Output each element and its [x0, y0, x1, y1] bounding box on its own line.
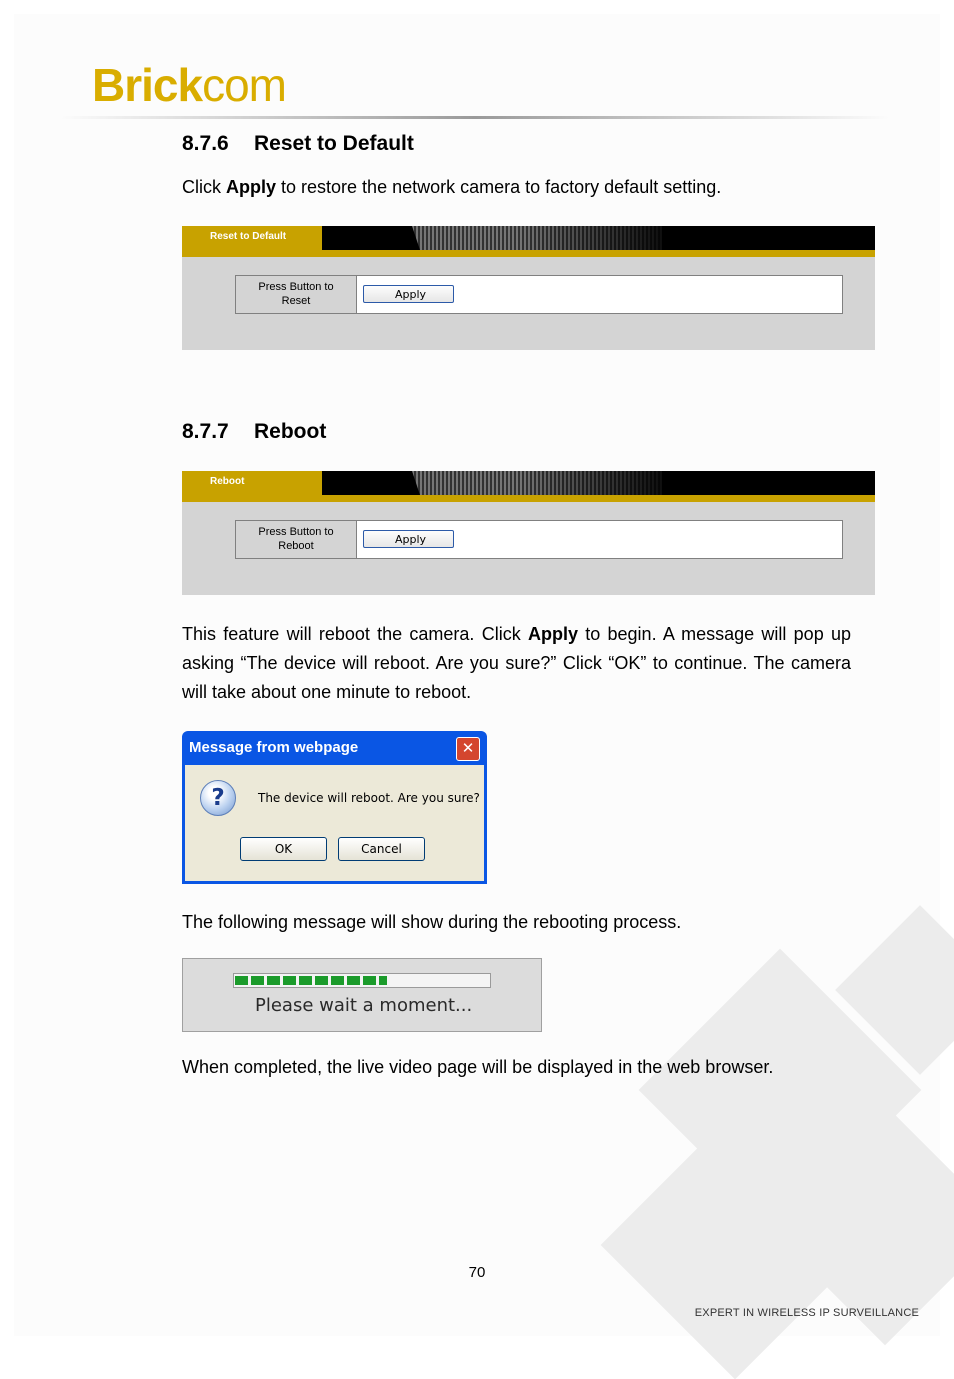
progress-fill [235, 976, 387, 985]
reset-settings-panel [182, 226, 875, 350]
panel-gold-line [182, 495, 875, 502]
reboot-settings-panel [182, 471, 875, 595]
ok-button[interactable]: OK [240, 837, 327, 861]
reset-apply-button[interactable]: Apply [363, 285, 454, 303]
reboot-row [235, 520, 843, 559]
reset-intro-text: Click Apply to restore the network camera to factory default setting. [182, 177, 722, 197]
dialog-body [185, 765, 484, 881]
question-icon: ? [200, 780, 236, 816]
section-number: 8.7.6 [182, 132, 229, 155]
close-icon[interactable]: ✕ [456, 737, 480, 761]
panel-gold-line [182, 250, 875, 257]
completion-text: When completed, the live video page will be displayed in the web browser. [182, 1057, 774, 1077]
progress-bar [233, 973, 491, 988]
section-number: 8.7.7 [182, 420, 229, 443]
section-title: Reset to Default [254, 132, 414, 155]
wait-text: Please wait a moment... [255, 995, 473, 1016]
reboot-apply-button[interactable]: Apply [363, 530, 454, 548]
confirm-dialog [182, 731, 487, 884]
section-heading-reboot [182, 420, 326, 444]
reboot-description-text: This feature will reboot the camera. Click Apply to begin. A message will pop up asking “The device will reboot. Are you sure?” Click “OK” to continue. The camera will take about one minute to reboot. [182, 624, 851, 702]
footer-tagline: EXPERT IN WIRELESS IP SURVEILLANCE [694, 1307, 919, 1319]
section-heading-reset [182, 132, 414, 156]
section-title: Reboot [254, 420, 327, 443]
panel-tab-reset: Reset to Default [182, 226, 322, 250]
reset-row-label: Press Button to Reset [236, 276, 357, 313]
brickcom-logo: Brickcom [92, 59, 286, 111]
header-divider [60, 116, 890, 119]
page-number: 70 [468, 1264, 486, 1281]
reset-row [235, 275, 843, 314]
wait-message-box [182, 958, 542, 1032]
reboot-row-label: Press Button to Reboot [236, 521, 357, 558]
cancel-button[interactable]: Cancel [338, 837, 425, 861]
panel-tab-reboot: Reboot [182, 471, 322, 495]
dialog-title: Message from webpage [189, 739, 359, 756]
dialog-message: The device will reboot. Are you sure? [258, 791, 480, 805]
rebooting-message-text: The following message will show during the rebooting process. [182, 912, 682, 932]
